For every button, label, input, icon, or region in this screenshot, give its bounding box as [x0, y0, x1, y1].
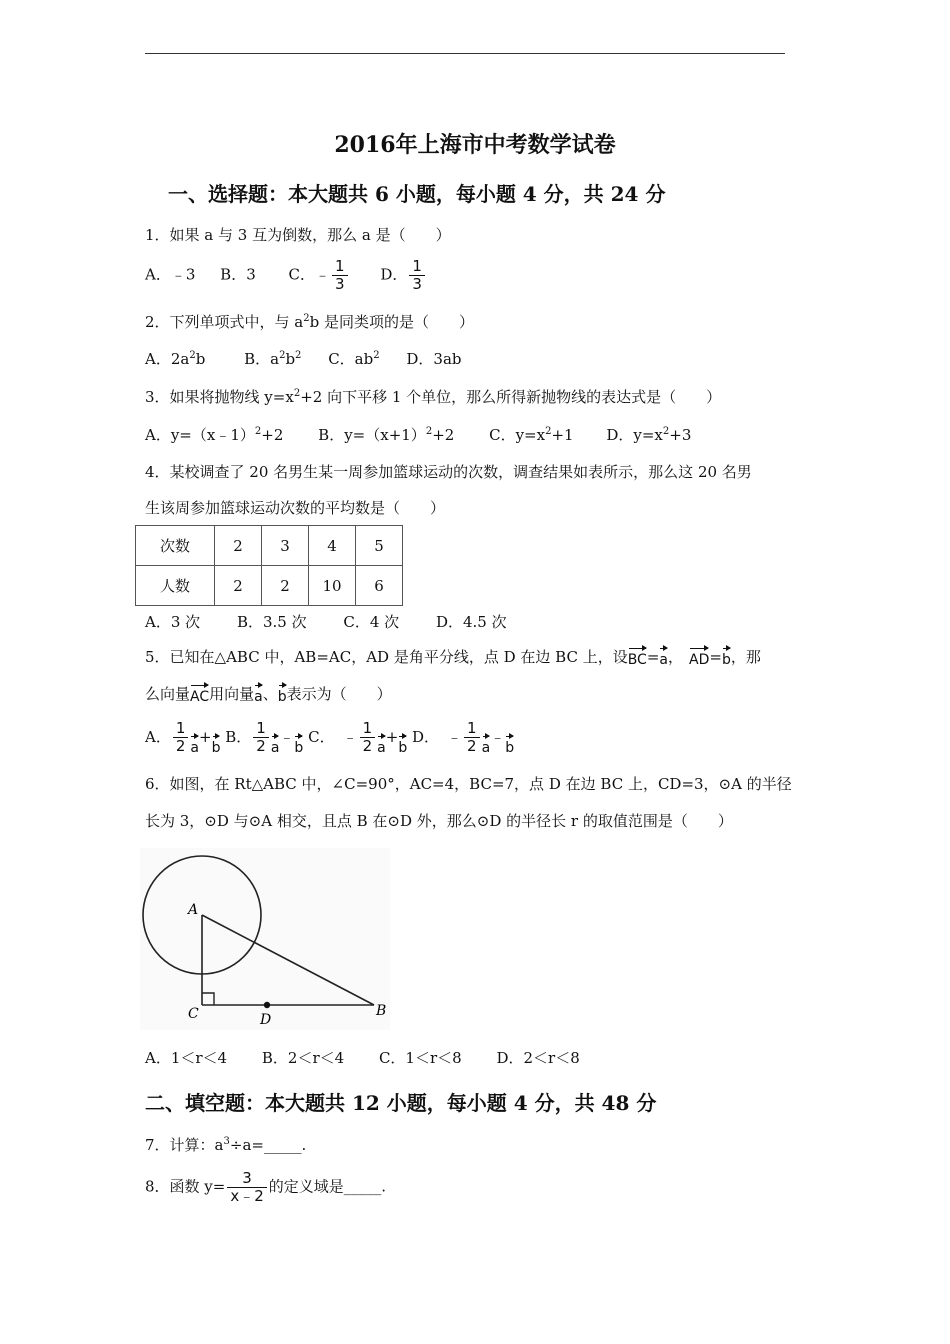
- q1-option-a: A．﹣3: [145, 265, 196, 284]
- question-6-line-2: 长为 3，⊙D 与⊙A 相交，且点 B 在⊙D 外，那么⊙D 的半径长 r 的取值范围是（ ）: [145, 812, 733, 830]
- q3-option-c: C．$y=x^2+1$: [489, 426, 574, 444]
- question-6-line-1: 6．如图，在 Rt△ABC 中，∠C=90°，AC=4，BC=7，点 D 在边 BC 上，CD=3，⊙A 的半径: [145, 775, 792, 793]
- vector-a: a: [659, 645, 668, 667]
- vector-ac: AC: [190, 682, 209, 704]
- question-7: 7．计算：$a^3\div a=\_\_\_\_\_$.: [145, 1136, 307, 1154]
- q1-option-d: D．: [380, 265, 408, 284]
- q1-option-b: B．3: [220, 265, 256, 284]
- table-row: [136, 566, 403, 606]
- q5-option-c: C． ﹣ $\frac{1}{2}$ a+b: [308, 719, 408, 756]
- q4-option-d: D．4.5 次: [435, 613, 507, 631]
- vector-ad: AD: [689, 645, 709, 667]
- q2-option-c: C．$ab^2$: [328, 350, 380, 368]
- table-cell: 次数: [136, 526, 215, 566]
- q2-option-a: A．$2a^2b$: [145, 350, 206, 368]
- q1-fraction-c: $\frac{1}{3}$: [332, 258, 348, 293]
- q6-option-a: A．1＜r＜4: [145, 1049, 228, 1067]
- table-cell: 3: [262, 526, 309, 566]
- table-cell: 10: [309, 566, 356, 606]
- q5-option-a: A． $\frac{1}{2}$ a+b: [145, 719, 221, 756]
- q4-option-c: C．4 次: [343, 613, 400, 631]
- q6-option-d: D．2＜r＜8: [496, 1049, 580, 1067]
- question-2-stem: 2．下列单项式中，与 $a^2b$ 是同类项的是（ ）: [145, 313, 475, 331]
- q3-option-b: B．$y=(x+1)^2+2$: [318, 426, 455, 444]
- table-cell: 2: [215, 566, 262, 606]
- point-d: [264, 1002, 270, 1008]
- question-4-line-2: 生该周参加篮球运动次数的平均数是（ ）: [145, 499, 446, 517]
- table-cell: 5: [356, 526, 403, 566]
- vector-bc: BC: [628, 645, 647, 667]
- q4-option-b: B．3.5 次: [236, 613, 307, 631]
- page-title: 2016年上海市中考数学试卷: [334, 132, 616, 158]
- table-cell: 人数: [136, 566, 215, 606]
- question-4-options: [145, 611, 507, 632]
- header-rule: [145, 53, 785, 54]
- table-cell: 2: [215, 526, 262, 566]
- q3-option-a: A．y=（x﹣1）$^2$+2: [145, 426, 284, 444]
- question-4-table: [135, 525, 403, 606]
- question-1-options: [145, 258, 427, 293]
- q1-fraction-d: $\frac{1}{3}$: [409, 258, 425, 293]
- label-c: C: [188, 1006, 199, 1022]
- q5-option-b: B． $\frac{1}{2}$ a﹣b: [225, 719, 304, 756]
- question-3-stem: 3．如果将抛物线 $y=x^2+2$ 向下平移 1 个单位，那么所得新抛物线的表达式是（ ）: [145, 388, 722, 406]
- question-2-options: [145, 348, 462, 369]
- label-b: B: [376, 1003, 387, 1019]
- section-heading-1: 一、选择题：本大题共 6 小题，每小题 4 分，共 24 分: [168, 182, 666, 206]
- section-heading-2: 二、填空题：本大题共 12 小题，每小题 4 分，共 48 分: [145, 1091, 657, 1115]
- q6-option-b: B．2＜r＜4: [261, 1049, 345, 1067]
- question-5-line-2: 么向量AC用向量a、b表示为（ ）: [145, 682, 392, 704]
- question-5-options: [145, 720, 514, 755]
- label-a: A: [188, 902, 199, 918]
- question-4-line-1: 4．某校调查了 20 名男生某一周参加篮球运动的次数，调查结果如表所示，那么这 20 名男: [145, 463, 752, 481]
- q3-option-d: D．$y=x^2+3$: [606, 426, 692, 444]
- label-d: D: [260, 1012, 272, 1028]
- question-6-options: [145, 1047, 580, 1068]
- q8-fraction: $\frac{3}{x﹣2}$: [227, 1170, 266, 1205]
- q1-option-c: C．﹣: [288, 265, 331, 284]
- q6-option-c: C．1＜r＜8: [378, 1049, 462, 1067]
- table-cell: 4: [309, 526, 356, 566]
- table-row: [136, 526, 403, 566]
- q4-option-a: A．3 次: [145, 613, 201, 631]
- table-cell: 2: [262, 566, 309, 606]
- question-8: 8．函数 y= $\frac{3}{x﹣2}$ 的定义域是_____.: [145, 1169, 387, 1205]
- question-5-line-1: 5．已知在△ABC 中，AB=AC，AD 是角平分线，点 D 在边 BC 上，设BC=a， AD=b，那: [145, 645, 761, 667]
- question-3-options: [145, 424, 691, 445]
- question-6-figure: [140, 848, 390, 1030]
- table-cell: 6: [356, 566, 403, 606]
- q2-option-d: D．3ab: [406, 350, 462, 368]
- q5-option-d: D． ﹣ $\frac{1}{2}$ a﹣b: [411, 719, 515, 756]
- question-1-stem: 1．如果 a 与 3 互为倒数，那么 a 是（ ）: [145, 226, 451, 244]
- q2-option-b: B．$a^2b^2$: [244, 350, 302, 368]
- vector-b: b: [722, 645, 731, 667]
